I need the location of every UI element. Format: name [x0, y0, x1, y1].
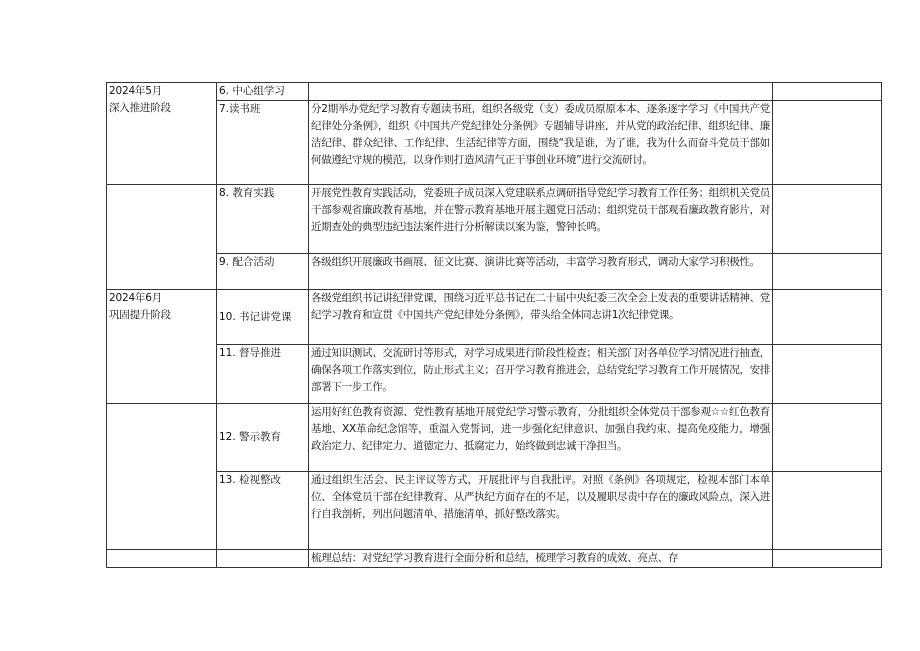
- stage-may-label: 2024年5月 深入推进阶段: [107, 83, 217, 185]
- plan-table: [106, 82, 882, 568]
- table-row: [107, 472, 882, 550]
- item-content: 开展党性教育实践活动，党委班子成员深入党建联系点调研指导党纪学习教育工作任务；组织机关党员干部参观省廉政教育基地，并在警示教育基地开展主题党日活动；组织党员干部观看廉政教育影片，对近期查处的典型违纪违法案件进行分析解读以案为鉴，警钟长鸣。: [309, 185, 773, 254]
- item-label: 9. 配合活动: [217, 254, 309, 290]
- item-label: 13. 检视整改: [217, 472, 309, 550]
- table-row: [107, 254, 882, 290]
- remarks-cell: [773, 404, 882, 472]
- stage-empty-cell: [107, 550, 217, 568]
- item-content: 通过组织生活会、民主评议等方式，开展批评与自我批评。对照《条例》各项规定，检视本部门本单位、全体党员干部在纪律教育、从严执纪方面存在的不足，以及履职尽责中存在的廉政风险点，深入进行自我剖析，列出问题清单、措施清单，抓好整改落实。: [309, 472, 773, 550]
- remarks-cell: [773, 101, 882, 185]
- remarks-cell: [773, 290, 882, 345]
- table-row: [107, 550, 882, 568]
- remarks-cell: [773, 254, 882, 290]
- item-label: [217, 550, 309, 568]
- stage-empty-cell: [107, 185, 217, 290]
- table-row: [107, 101, 882, 185]
- item-label: 7.读书班: [217, 101, 309, 185]
- item-content: 各级组织开展廉政书画展、征文比赛、演讲比赛等活动，丰富学习教育形式，调动大家学习积极性。: [309, 254, 773, 290]
- table-row: [107, 404, 882, 472]
- item-label: 8. 教育实践: [217, 185, 309, 254]
- stage-june-label: 2024年6月 巩固提升阶段: [107, 290, 217, 404]
- table-row: [107, 290, 882, 345]
- remarks-cell: [773, 185, 882, 254]
- item-label: 6. 中心组学习: [217, 83, 309, 101]
- remarks-cell: [773, 472, 882, 550]
- item-content: [309, 83, 773, 101]
- remarks-cell: [773, 550, 882, 568]
- remarks-cell: [773, 83, 882, 101]
- remarks-cell: [773, 345, 882, 404]
- item-content: 梳理总结：对党纪学习教育进行全面分析和总结，梳理学习教育的成效、亮点、存: [309, 550, 773, 568]
- item-content: 运用好红色教育资源、党性教育基地开展党纪学习警示教育，分批组织全体党员干部参观☆☆红色教育基地、XX革命纪念馆等，重温入党誓词，进一步强化纪律意识、加强自我约束、提高免疫能力，增强政治定力、纪律定力、道德定力、抵腐定力，始终做到忠诚干净担当。: [309, 404, 773, 472]
- item-content: 通过知识测试、交流研讨等形式，对学习成果进行阶段性检查；相关部门对各单位学习情况进行抽查，确保各项工作落实到位，防止形式主义；召开学习教育推进会，总结党纪学习教育工作开展情况，安排部署下一步工作。: [309, 345, 773, 404]
- stage-empty-cell: [107, 404, 217, 550]
- table-row: [107, 345, 882, 404]
- item-content: 各级党组织书记讲纪律党课，围绕习近平总书记在二十届中央纪委三次全会上发表的重要讲话精神、党纪学习教育和宣贯《中国共产党纪律处分条例》，带头给全体同志讲1次纪律党课。: [309, 290, 773, 345]
- item-label: 10. 书记讲党课: [217, 290, 309, 345]
- table-row: [107, 83, 882, 101]
- item-label: 11. 督导推进: [217, 345, 309, 404]
- item-label: 12. 警示教育: [217, 404, 309, 472]
- item-content: 分2期举办党纪学习教育专题读书班，组织各级党（支）委成员原原本本、逐条逐字学习《中国共产党纪律处分条例》，组织《中国共产党纪律处分条例》专题辅导讲座，并从党的政治纪律、组织纪律、廉洁纪律、群众纪律、工作纪律、生活纪律等方面，围绕“我是谁，为了谁，我为什么而奋斗党员干部如何做遵纪守规的模范，以身作则打造风清气正干事创业环境”进行交流研讨。: [309, 101, 773, 185]
- table-row: [107, 185, 882, 254]
